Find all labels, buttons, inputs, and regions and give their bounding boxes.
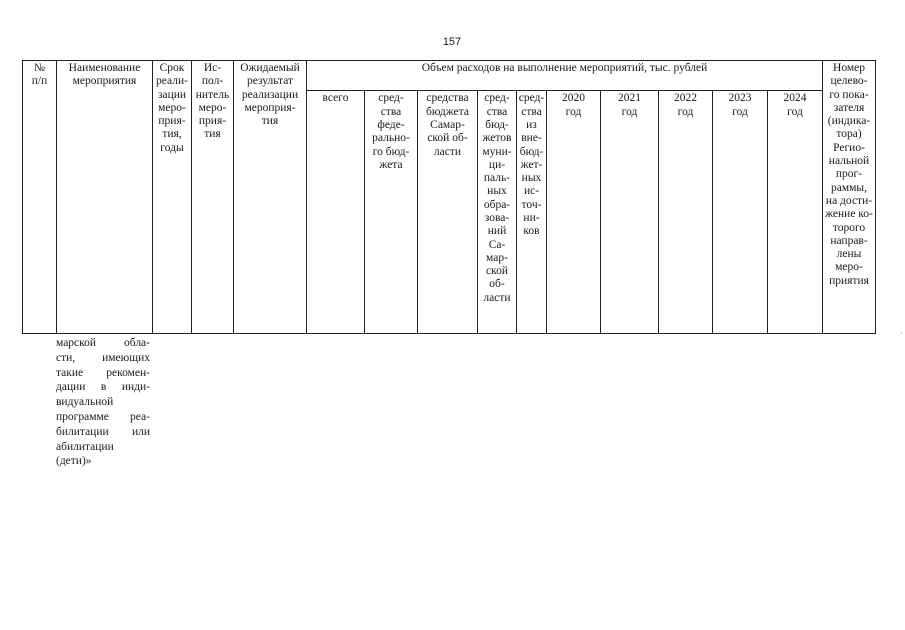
cell-text-line: тия, [162,128,182,141]
expenses-table [22,60,876,334]
col-year-2024-header [768,91,823,334]
cell-text-line: ных [487,185,507,198]
cell-text-line: годы [160,141,184,154]
cell-text-line: билитации или [56,425,150,438]
col-year-2022-header [659,91,713,334]
cell-text-line: зации [157,88,187,101]
cell-text-line: 2024 [783,92,807,105]
cell-text-line: 2020 [562,92,585,105]
cell-text-line: тия [204,128,221,141]
cell-text-line: 2021 [618,92,641,105]
cell-text-line: (индика- [827,115,871,128]
col-regional-header [418,91,478,334]
col-year-2020-header [547,91,601,334]
cell-text-line: точ- [521,198,542,211]
cell-text-line: Ожидаемый [240,62,300,74]
cell-text-line: приятия [829,274,869,287]
cell-text-line: № [34,62,45,74]
cell-text-line: реализации [241,88,299,101]
cell-text-line: ис- [523,185,540,198]
cell-text-line: торого [832,221,866,234]
cell-text-line: из [526,118,537,131]
cell-text-line: средства [426,92,469,105]
cell-text-line: го пока- [829,88,869,101]
cell-text-line: прия- [158,115,186,128]
cell-text-line: такие рекомен- [56,366,150,379]
col-name-header [57,61,153,334]
cell-text-line: обра- [483,198,511,211]
cell-text-line: год [565,105,582,118]
cell-text-line: видуальной [56,396,114,409]
cell-text-line: нитель [195,88,230,101]
col-total-header [307,91,365,334]
cell-text-line: Регио- [833,141,865,154]
cell-text-line: жет- [520,158,543,171]
cell-text-line: всего [322,92,349,105]
cell-text-line: ний [487,225,507,238]
cell-text-line: сред- [518,92,545,105]
cell-text-line: меро- [198,101,227,114]
cell-text-line: ци- [488,158,506,171]
cell-text-line: мар- [486,251,508,264]
cell-text-line: ков [523,225,540,238]
cell-text-line: бюд- [485,118,509,131]
cell-text-line: 2022 [674,92,697,105]
cell-text-line: сред- [378,92,404,105]
col-federal-header [365,91,418,334]
cell-text-line: зова- [484,212,510,224]
cell-text-line: ни- [523,212,540,224]
cell-text-line: целево- [830,75,868,88]
cell-text-line: зателя [833,101,865,114]
col-indicator-header [823,61,876,334]
cell-text-line: марской обла- [56,337,150,349]
cell-text-line: Самар- [430,118,465,131]
col-offbudget-header [517,91,547,334]
cell-text-line: жета [379,158,403,171]
cell-text-line: результат [246,75,294,88]
cell-text-line: ласти [433,145,462,158]
col-result-header [234,61,307,334]
col-year-2021-header [601,91,659,334]
cell-text-line: тора) [836,128,862,141]
cell-text-line: прия- [198,115,227,128]
cell-text-line: паль- [483,172,511,185]
cell-text-line: ской об- [427,132,468,145]
cell-text-line: ской [485,265,508,278]
cell-text-line: мероприятия [72,75,137,88]
cell-text-line: прог- [835,168,863,181]
cell-text-line: муни- [482,145,512,158]
col-term-header [153,61,192,334]
cell-text-line: раммы, [830,181,867,194]
cell-text-line: (дети)» [56,455,92,468]
cell-text-line: год [621,105,638,118]
cell-text-line: мероприя- [244,101,296,114]
cell-text-line: сти, имеющих [56,351,150,364]
cell-text-line: программе реа- [56,410,150,423]
cell-text-line: вне- [521,132,542,145]
cell-text-line: ласти [483,291,511,304]
cell-text-line: Ис- [203,62,222,74]
cell-text-line: бюд- [519,145,544,158]
cell-text-line: ства [486,105,508,118]
cell-text-line: бюджета [426,105,469,118]
cell-text-line: го бюд- [372,145,410,158]
cell-text-line: Номер [833,62,865,74]
col-municipal-header [478,91,517,334]
cell-text-line: дации в инди- [56,381,150,394]
cell-text-line: об- [489,278,505,291]
cell-text-line: нальной [828,155,870,168]
cell-text-line: п/п [31,75,48,88]
cell-text-line: рально- [372,132,410,145]
col-number-header [23,61,57,334]
cell-text-line: жение ко- [825,208,873,221]
cell-text-line: на дости- [825,194,873,207]
col-expenses-group-header: Объем расходов на выполнение мероприятий, тыс. рублей [307,61,823,91]
cell-text-line: пол- [201,75,224,88]
cell-text-line: год [677,105,694,118]
cell-text-line: ных [521,172,542,185]
cell-text-line: жетов [482,132,512,145]
cell-text-line: меро- [835,261,863,274]
cell-text-line: абилитации [56,440,114,453]
col-executor-header [192,61,234,334]
cell-text-line: реали- [156,75,188,88]
cell-text-line: ства [380,105,402,118]
continued-cell-text [56,336,150,469]
cell-text-line: направ- [830,234,868,247]
cell-text-line: год [787,105,803,118]
cell-text-line: Са- [488,238,506,251]
cell-text-line: феде- [377,118,405,131]
cell-text-line: 2023 [728,92,752,105]
edge-mark: · [900,328,903,338]
cell-text-line: тия [261,115,279,128]
cell-text-line: ства [521,105,542,118]
cell-text-line: лены [836,248,862,261]
cell-text-line: сред- [484,92,510,105]
cell-text-line: Наименование [68,62,141,74]
cell-text-line: меро- [158,101,186,114]
page-number: 157 [442,36,462,48]
col-year-2023-header [713,91,768,334]
cell-text-line: Срок [159,62,185,74]
cell-text-line: год [732,105,748,118]
